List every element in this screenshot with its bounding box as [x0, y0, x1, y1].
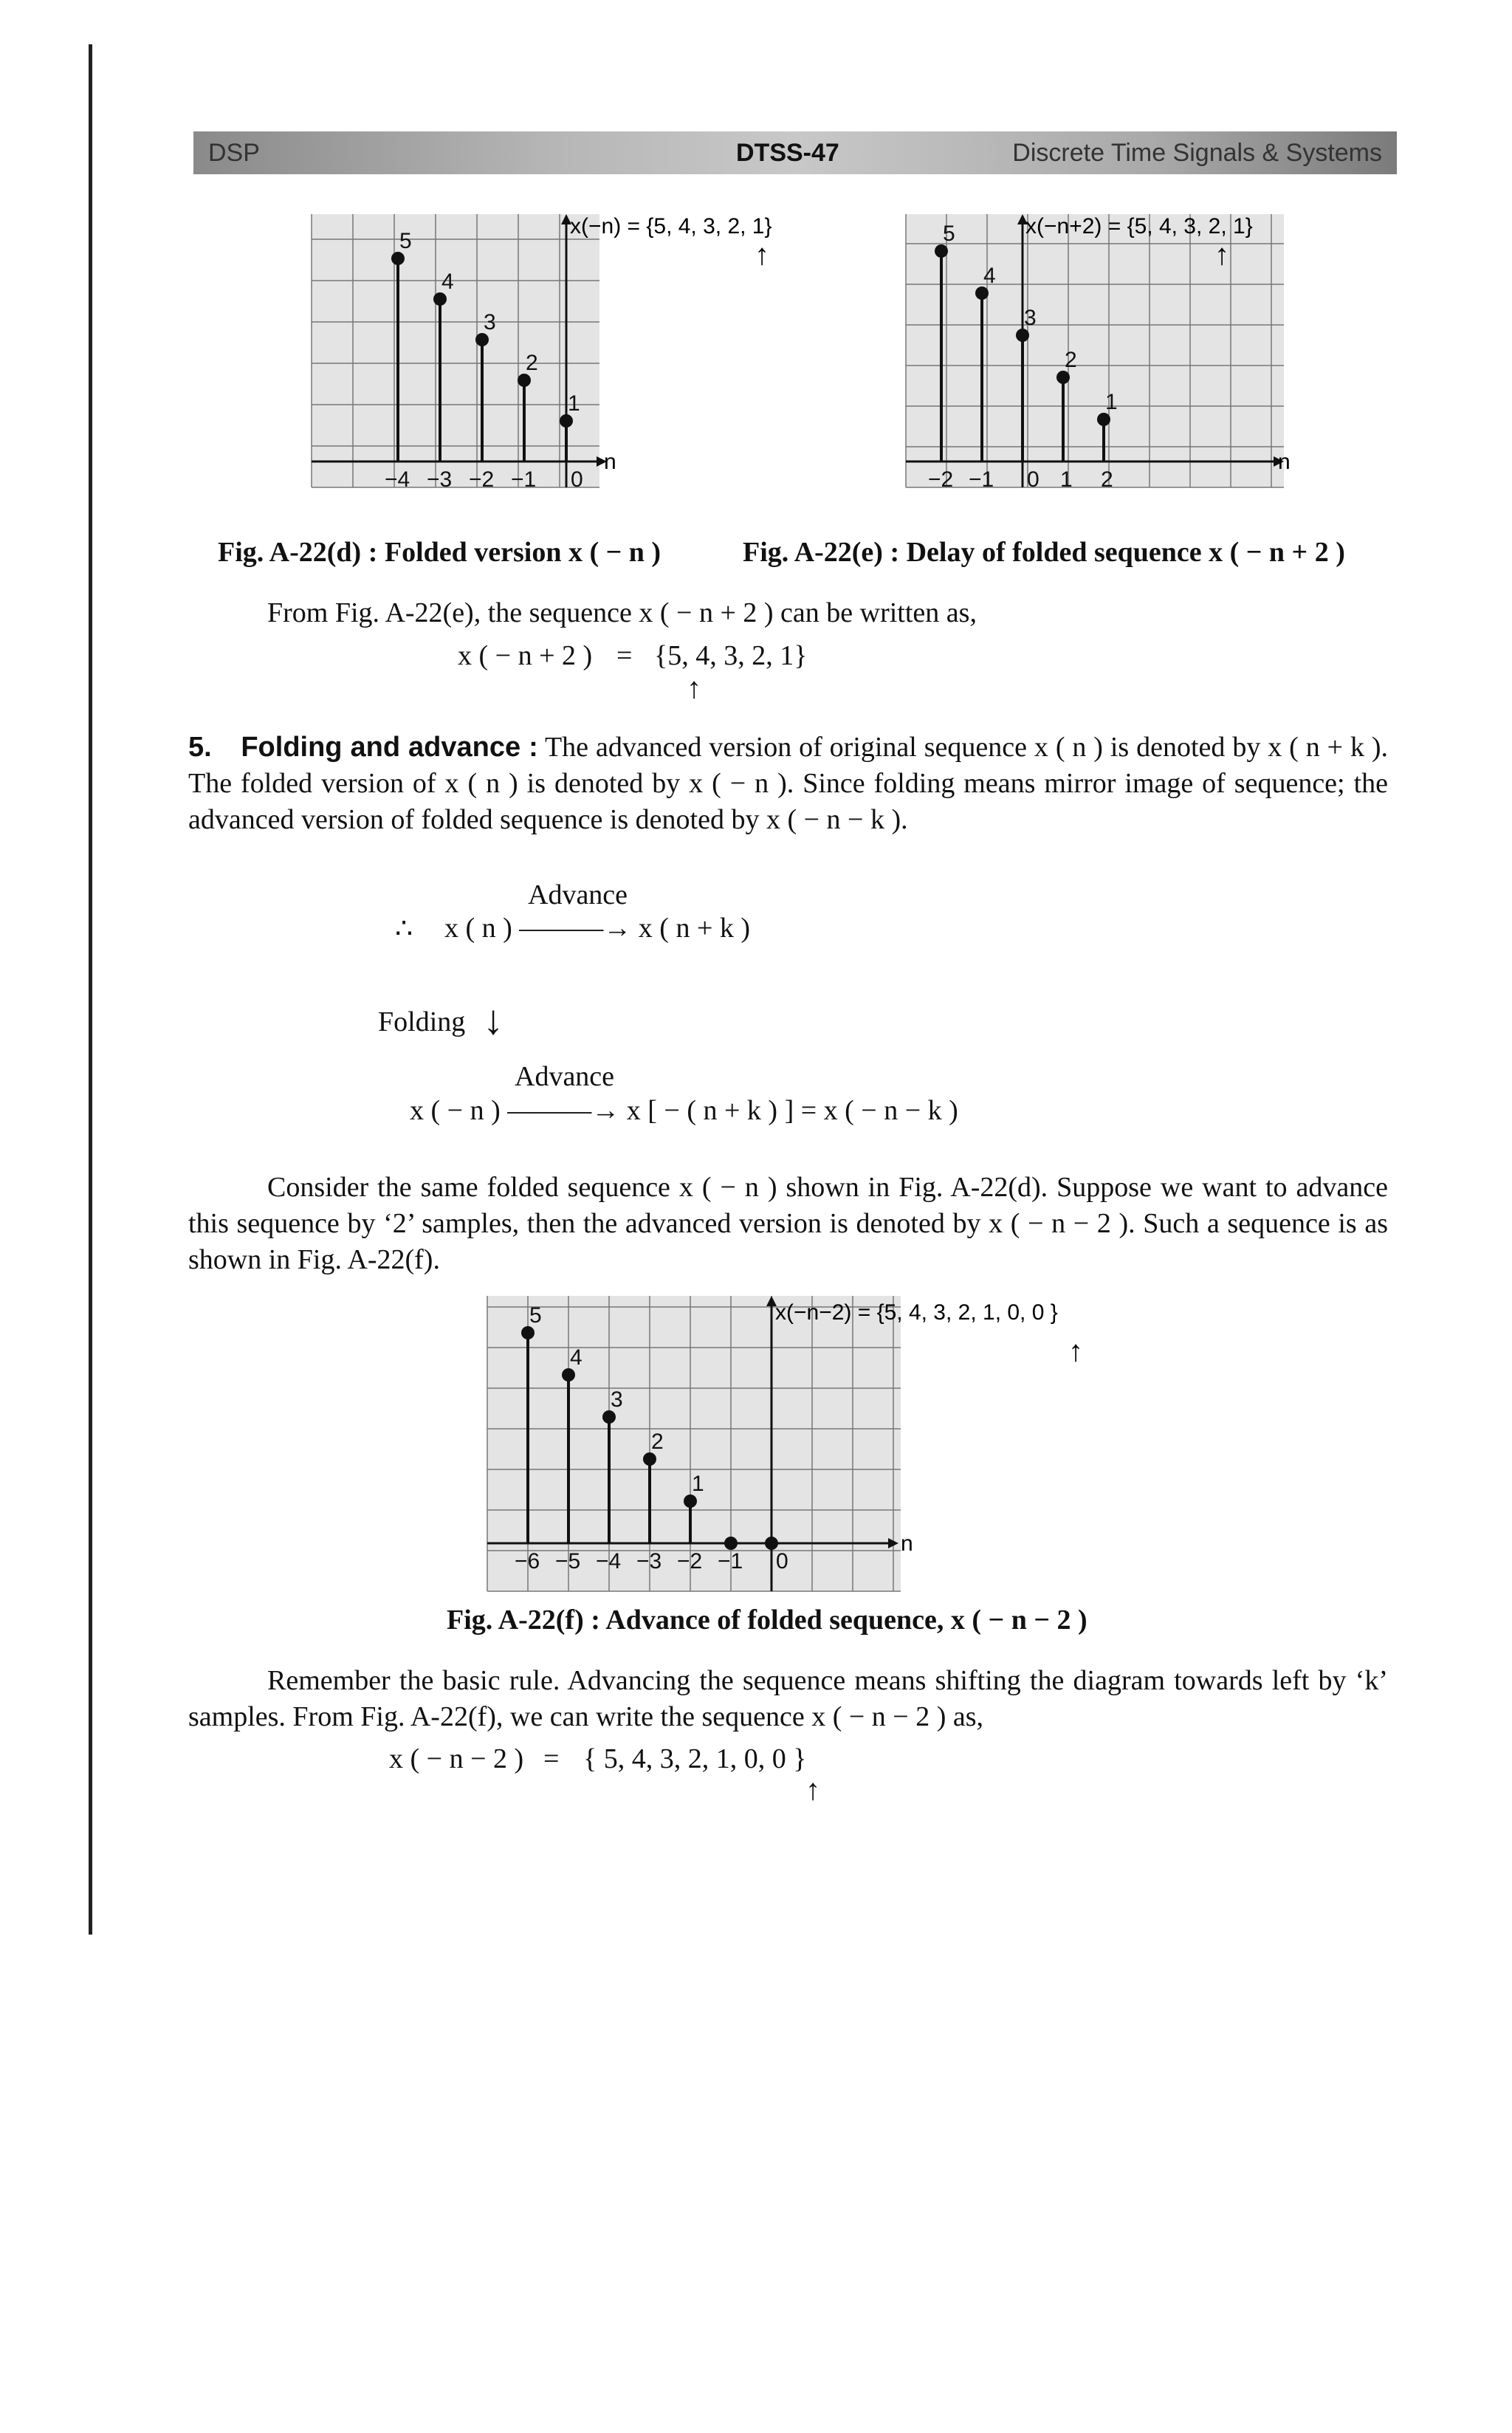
figure-d-label: x(−n) = {5, 4, 3, 2, 1} [570, 214, 772, 239]
equation-f-origin-arrow: ↑ [805, 1773, 820, 1806]
figure-d [303, 207, 805, 509]
caption-fig-f: Fig. A-22(f) : Advance of folded sequence, x ( − n − 2 ) [447, 1605, 1087, 1636]
stem-value-label: 5 [529, 1303, 542, 1328]
x-tick-label: −1 [511, 467, 537, 492]
stem-point [521, 1326, 535, 1339]
equation-f-equals: = [543, 1743, 560, 1774]
figure-d-plot [303, 207, 805, 509]
header-page-number: DTSS-47 [736, 139, 839, 167]
header-right: Discrete Time Signals & Systems [1012, 139, 1382, 167]
x-tick-label: −4 [385, 467, 410, 492]
stem-point [560, 414, 573, 428]
running-header [193, 131, 1397, 174]
x-tick-label: −2 [928, 467, 954, 492]
caption-fig-e: Fig. A-22(e) : Delay of folded sequence x ( − n + 2 ) [743, 537, 1345, 568]
origin-marker-arrow: ↑ [1214, 239, 1229, 271]
x-tick-label: −1 [718, 1549, 743, 1574]
stem-point [562, 1368, 575, 1382]
x-tick-label: 1 [1060, 467, 1073, 492]
axis-label-n: n [901, 1531, 913, 1556]
stem-value-label: 4 [983, 264, 996, 288]
stem-point [602, 1410, 616, 1424]
equation-e-equals: = [616, 640, 633, 671]
equation-f-lhs: x ( − n − 2 ) [389, 1743, 524, 1774]
section-5-body: The advanced version of original sequence x ( n ) is denoted by x ( n + k ). The folded version of x ( n ) is denoted by x ( − n ). Since folding means mirror image of sequence; the advanced version of folded sequence is denoted by x ( − n − k ). [188, 732, 1389, 835]
axis-label-n: n [1278, 450, 1291, 474]
x-tick-label: 0 [571, 467, 583, 492]
figure-e-label: x(−n+2) = {5, 4, 3, 2, 1} [1025, 214, 1253, 239]
stem-value-label: 2 [1065, 348, 1077, 372]
stem-point [643, 1452, 656, 1466]
stem-point [518, 374, 531, 387]
section-5-title: Folding and advance : [241, 732, 538, 763]
stem-value-label: 4 [441, 270, 454, 294]
stem-point [391, 252, 405, 265]
from-fig-e-text: From Fig. A-22(e), the sequence x ( − n + 2 ) can be written as, [267, 597, 977, 628]
caption-fig-d: Fig. A-22(d) : Folded version x ( − n ) [218, 537, 662, 568]
figure-f-plot [480, 1288, 1144, 1599]
page-edge-rule [89, 44, 92, 1935]
x-tick-label: −2 [469, 467, 495, 492]
folding-label: Folding [378, 1006, 466, 1037]
x-tick-label: 0 [1027, 467, 1040, 492]
equation-e-rhs: {5, 4, 3, 2, 1} [654, 640, 808, 671]
stem-point [1097, 413, 1110, 426]
x-tick-label: −6 [515, 1549, 540, 1574]
figure-f [480, 1288, 1144, 1599]
stem-point [724, 1537, 738, 1550]
stem-value-label: 4 [570, 1345, 583, 1370]
figure-e [897, 207, 1399, 509]
figure-e-plot [897, 207, 1399, 509]
stem-point [433, 292, 447, 306]
equation-f-rhs: { 5, 4, 3, 2, 1, 0, 0 } [583, 1743, 807, 1774]
flow-advance-2: x ( − n ) ———→ x [ − ( n + k ) ] = x ( − n − k ) [410, 1095, 958, 1126]
equation-e-origin-arrow: ↑ [687, 671, 701, 704]
x-tick-label: −2 [677, 1549, 703, 1574]
axis-label-n: n [604, 450, 616, 474]
x-tick-label: 0 [776, 1549, 788, 1574]
stem-point [765, 1537, 778, 1550]
stem-point [684, 1495, 697, 1508]
flow-advance-1: x ( n ) ———→ x ( n + k ) [444, 913, 751, 944]
advance-label-2: Advance [515, 1061, 615, 1092]
advance-label-1: Advance [528, 879, 628, 910]
section-5-paragraph [188, 730, 1388, 838]
x-tick-label: −3 [427, 467, 453, 492]
folding-down-arrow: ↓ [483, 998, 504, 1043]
stem-point [475, 333, 489, 346]
x-tick-label: −3 [636, 1549, 662, 1574]
origin-marker-arrow: ↑ [755, 239, 769, 271]
remember-paragraph: Remember the basic rule. Advancing the sequence means shifting the diagram towards left by ‘k’ samples. From Fig. A-22(f), we can write the sequence x ( − n − 2 ) as, [188, 1665, 1388, 1732]
equation-e-lhs: x ( − n + 2 ) [458, 640, 593, 671]
header-left: DSP [208, 139, 260, 167]
stem-value-label: 3 [1024, 306, 1037, 330]
stem-value-label: 3 [611, 1387, 623, 1412]
stem-point [1056, 371, 1070, 384]
stem-point [935, 244, 948, 258]
stem-value-label: 1 [1105, 390, 1118, 414]
stem-value-label: 3 [484, 310, 496, 334]
figure-f-label: x(−n−2) = {5, 4, 3, 2, 1, 0, 0 } [775, 1300, 1058, 1325]
stem-point [975, 286, 989, 300]
x-tick-label: 2 [1101, 467, 1113, 492]
stem-value-label: 5 [399, 229, 412, 253]
stem-value-label: 2 [526, 351, 538, 375]
stem-value-label: 2 [651, 1430, 664, 1454]
section-5-number: 5. [188, 732, 212, 763]
x-tick-label: −5 [555, 1549, 581, 1574]
stem-point [1016, 329, 1029, 342]
x-tick-label: −1 [969, 467, 994, 492]
stem-value-label: 1 [692, 1472, 704, 1496]
stem-value-label: 5 [943, 222, 955, 246]
therefore-symbol: ∴ [395, 913, 413, 944]
stem-value-label: 1 [568, 391, 580, 416]
x-tick-label: −4 [596, 1549, 622, 1574]
consider-paragraph: Consider the same folded sequence x ( − n ) shown in Fig. A-22(d). Suppose we want to advance this sequence by ‘2’ samples, then the advanced version is denoted by x ( − n − 2 ). Such a sequence is as shown in Fig. A-22(f). [188, 1172, 1388, 1275]
origin-marker-arrow: ↑ [1068, 1335, 1083, 1368]
